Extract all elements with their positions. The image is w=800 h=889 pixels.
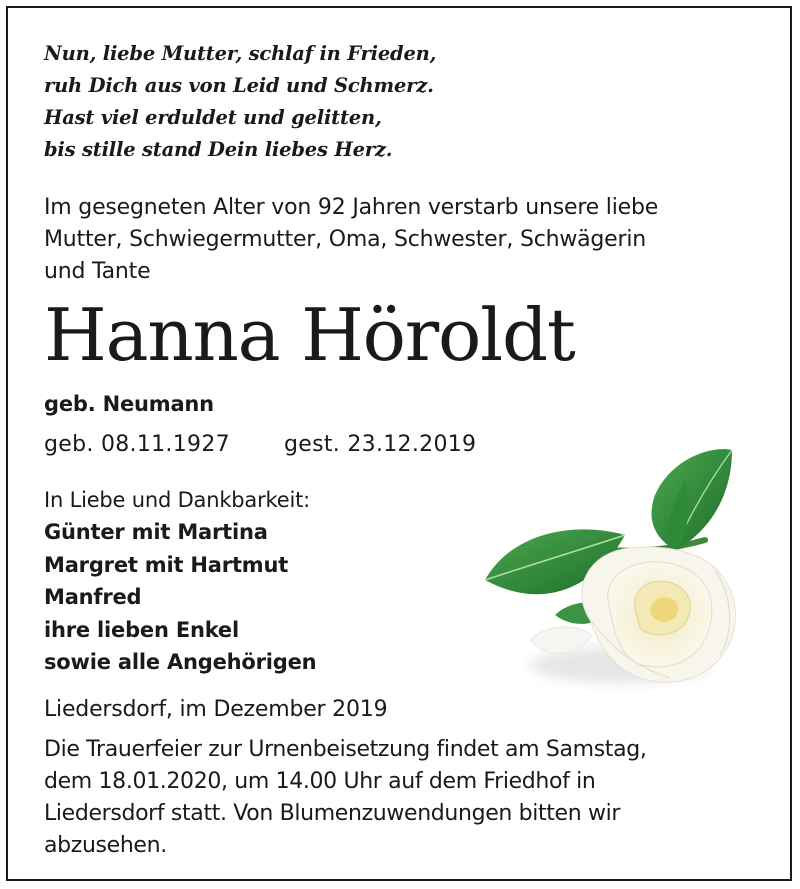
white-rose-icon — [470, 440, 770, 700]
poem-line: Nun, liebe Mutter, schlaf in Frieden, — [44, 42, 437, 65]
service-line: dem 18.01.2020, um 14.00 Uhr auf dem Friedhof in — [44, 769, 596, 794]
mourner-name: Günter mit Martina — [44, 520, 268, 545]
birth-date: geb. 08.11.1927 — [44, 432, 230, 457]
mourner-name: Margret mit Hartmut — [44, 552, 289, 577]
service-line: Die Trauerfeier zur Urnenbeisetzung findet am Samstag, — [44, 737, 647, 762]
intro-text — [44, 192, 764, 288]
intro-line: Mutter, Schwiegermutter, Oma, Schwester, Schwägerin — [44, 227, 647, 252]
deceased-name: Hanna Höroldt — [44, 293, 575, 377]
poem — [44, 38, 436, 166]
mourner-name: Manfred — [44, 585, 142, 610]
death-date: gest. 23.12.2019 — [284, 432, 477, 457]
maiden-name: geb. Neumann — [44, 392, 214, 416]
poem-line: Hast viel erduldet und gelitten, — [44, 106, 382, 129]
mourner-name: ihre lieben Enkel — [44, 617, 239, 642]
mourner-name: sowie alle Angehörigen — [44, 650, 317, 675]
mourners-heading: In Liebe und Dankbarkeit: — [44, 488, 311, 512]
intro-line: Im gesegneten Alter von 92 Jahren verstarb unsere liebe — [44, 195, 659, 220]
poem-line: bis stille stand Dein liebes Herz. — [44, 138, 393, 161]
service-notice — [44, 734, 646, 862]
mourners-list — [44, 484, 316, 678]
service-line: abzusehen. — [44, 833, 167, 858]
place-date: Liedersdorf, im Dezember 2019 — [44, 697, 388, 722]
service-line: Liedersdorf statt. Von Blumenzuwendungen bitten wir — [44, 801, 621, 826]
intro-line: und Tante — [44, 259, 151, 284]
poem-line: ruh Dich aus von Leid und Schmerz. — [44, 74, 434, 97]
